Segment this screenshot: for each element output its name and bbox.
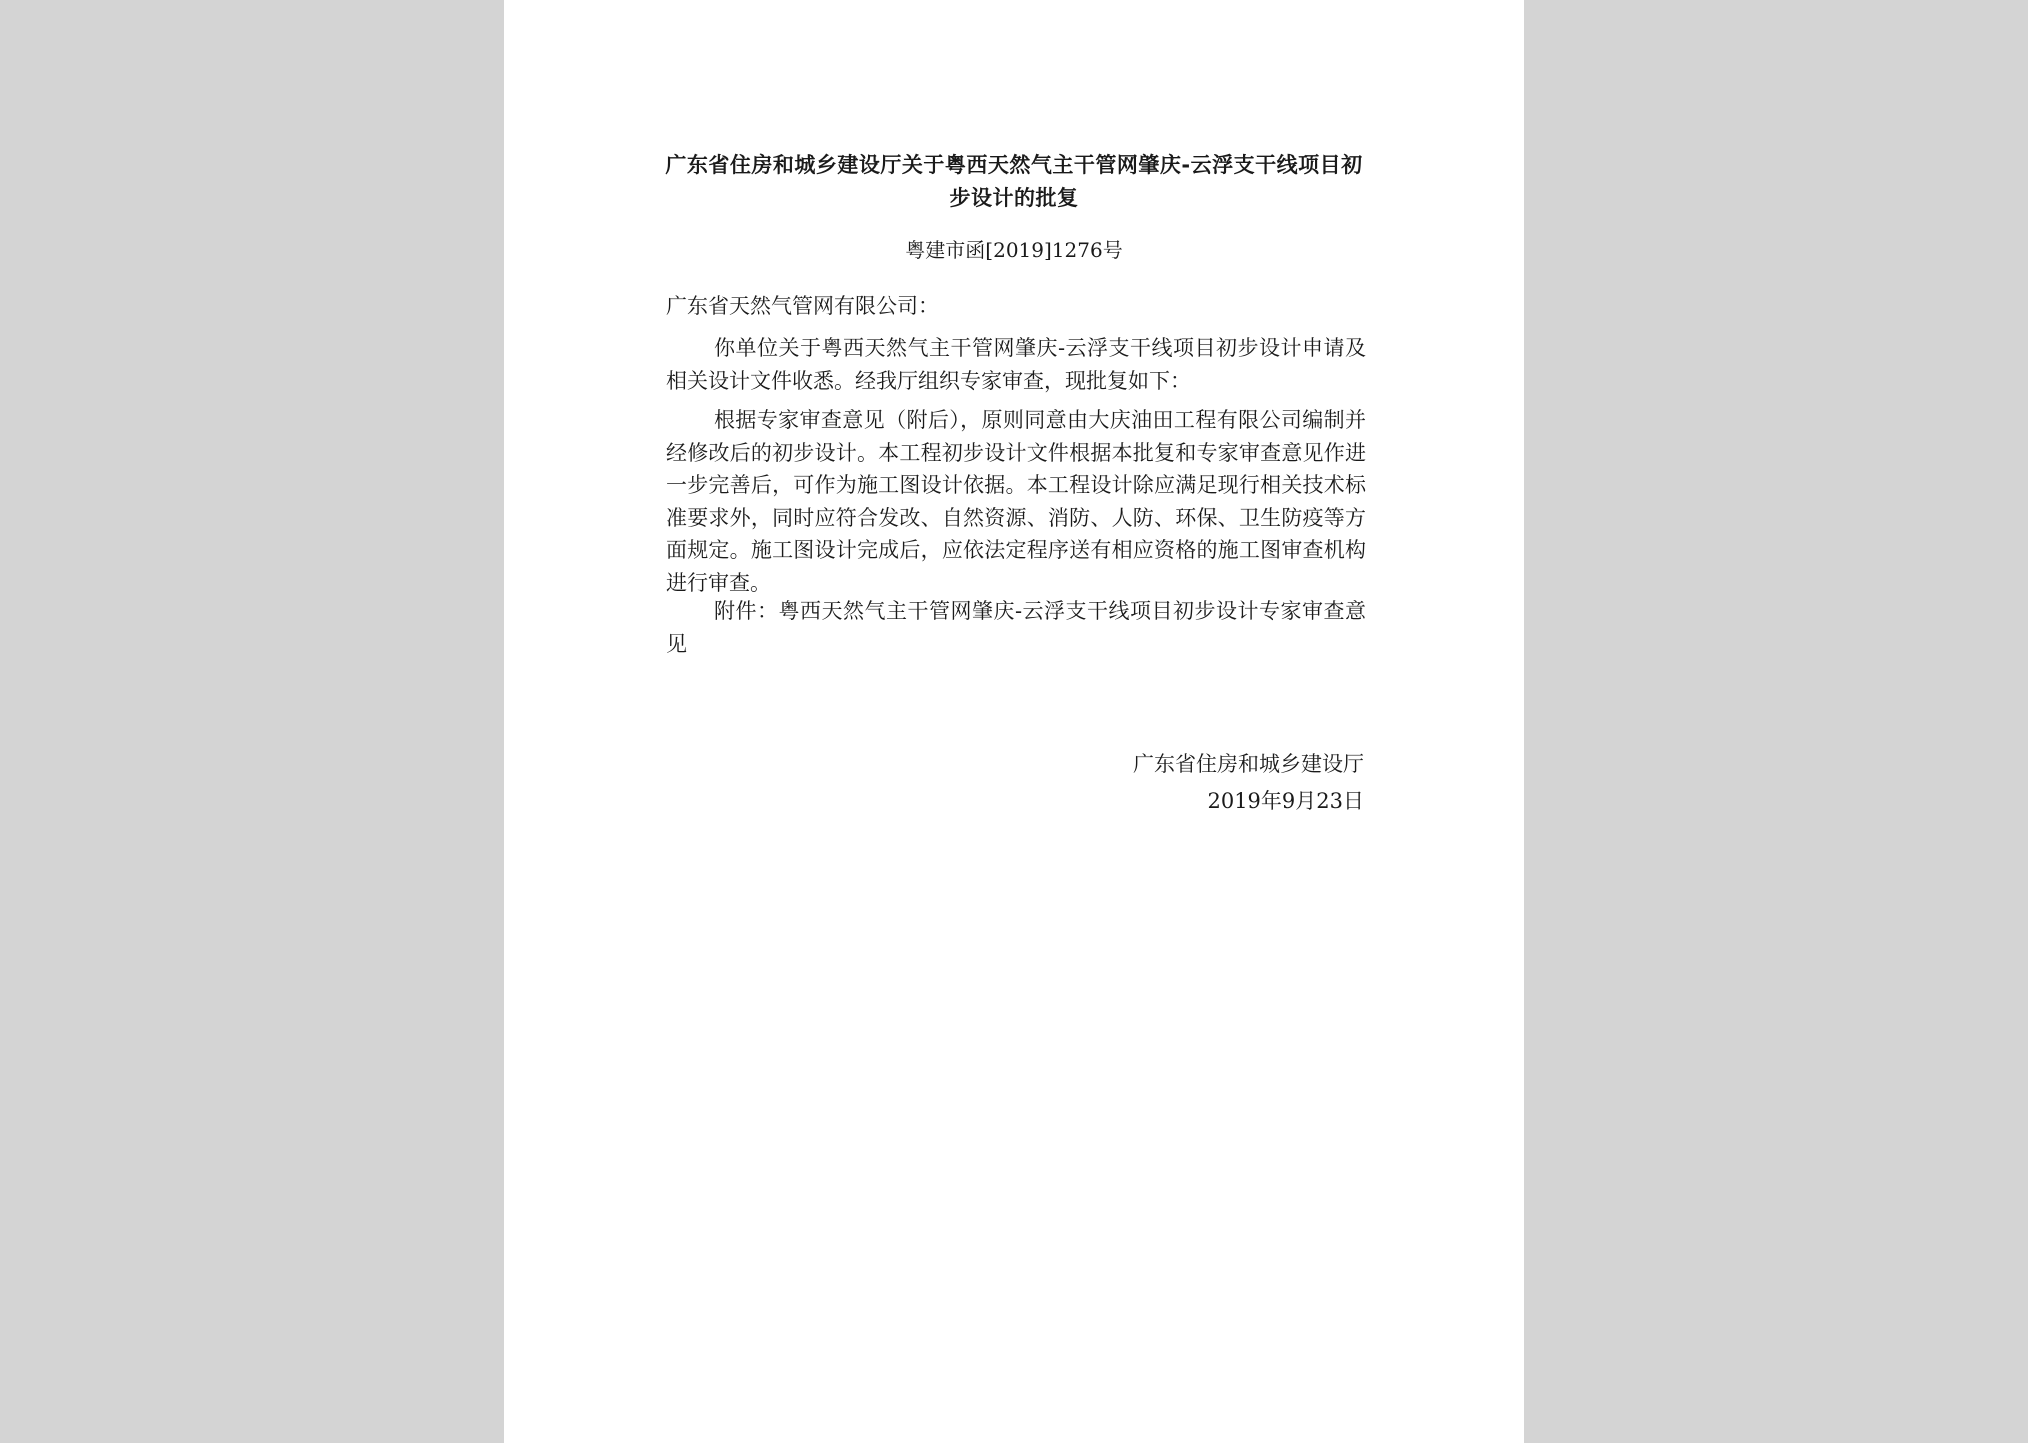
addressee: 广东省天然气管网有限公司： — [666, 294, 939, 318]
signature-date: 2019年9月23日 — [1207, 789, 1364, 813]
document-page — [504, 0, 1524, 1443]
document-title: 广东省住房和城乡建设厅关于粤西天然气主干管网肇庆-云浮支干线项目初步设计的批复 — [665, 153, 1363, 210]
document-number: 粤建市函[2019]1276号 — [905, 238, 1123, 262]
paragraph-receipt: 你单位关于粤西天然气主干管网肇庆-云浮支干线项目初步设计申请及相关设计文件收悉。经我厅组织专家审查，现批复如下： — [666, 336, 1366, 393]
paragraph-attachment: 附件：粤西天然气主干管网肇庆-云浮支干线项目初步设计专家审查意见 — [666, 599, 1366, 656]
signature-organization: 广东省住房和城乡建设厅 — [1133, 752, 1364, 776]
paragraph-approval: 根据专家审查意见（附后），原则同意由大庆油田工程有限公司编制并经修改后的初步设计。本工程初步设计文件根据本批复和专家审查意见作进一步完善后，可作为施工图设计依据。本工程设计除应满足现行相关技术标准要求外，同时应符合发改、自然资源、消防、人防、环保、卫生防疫等方面规定。施工图设计完成后，应依法定程序送有相应资格的施工图审查机构进行审查。 — [666, 408, 1366, 595]
